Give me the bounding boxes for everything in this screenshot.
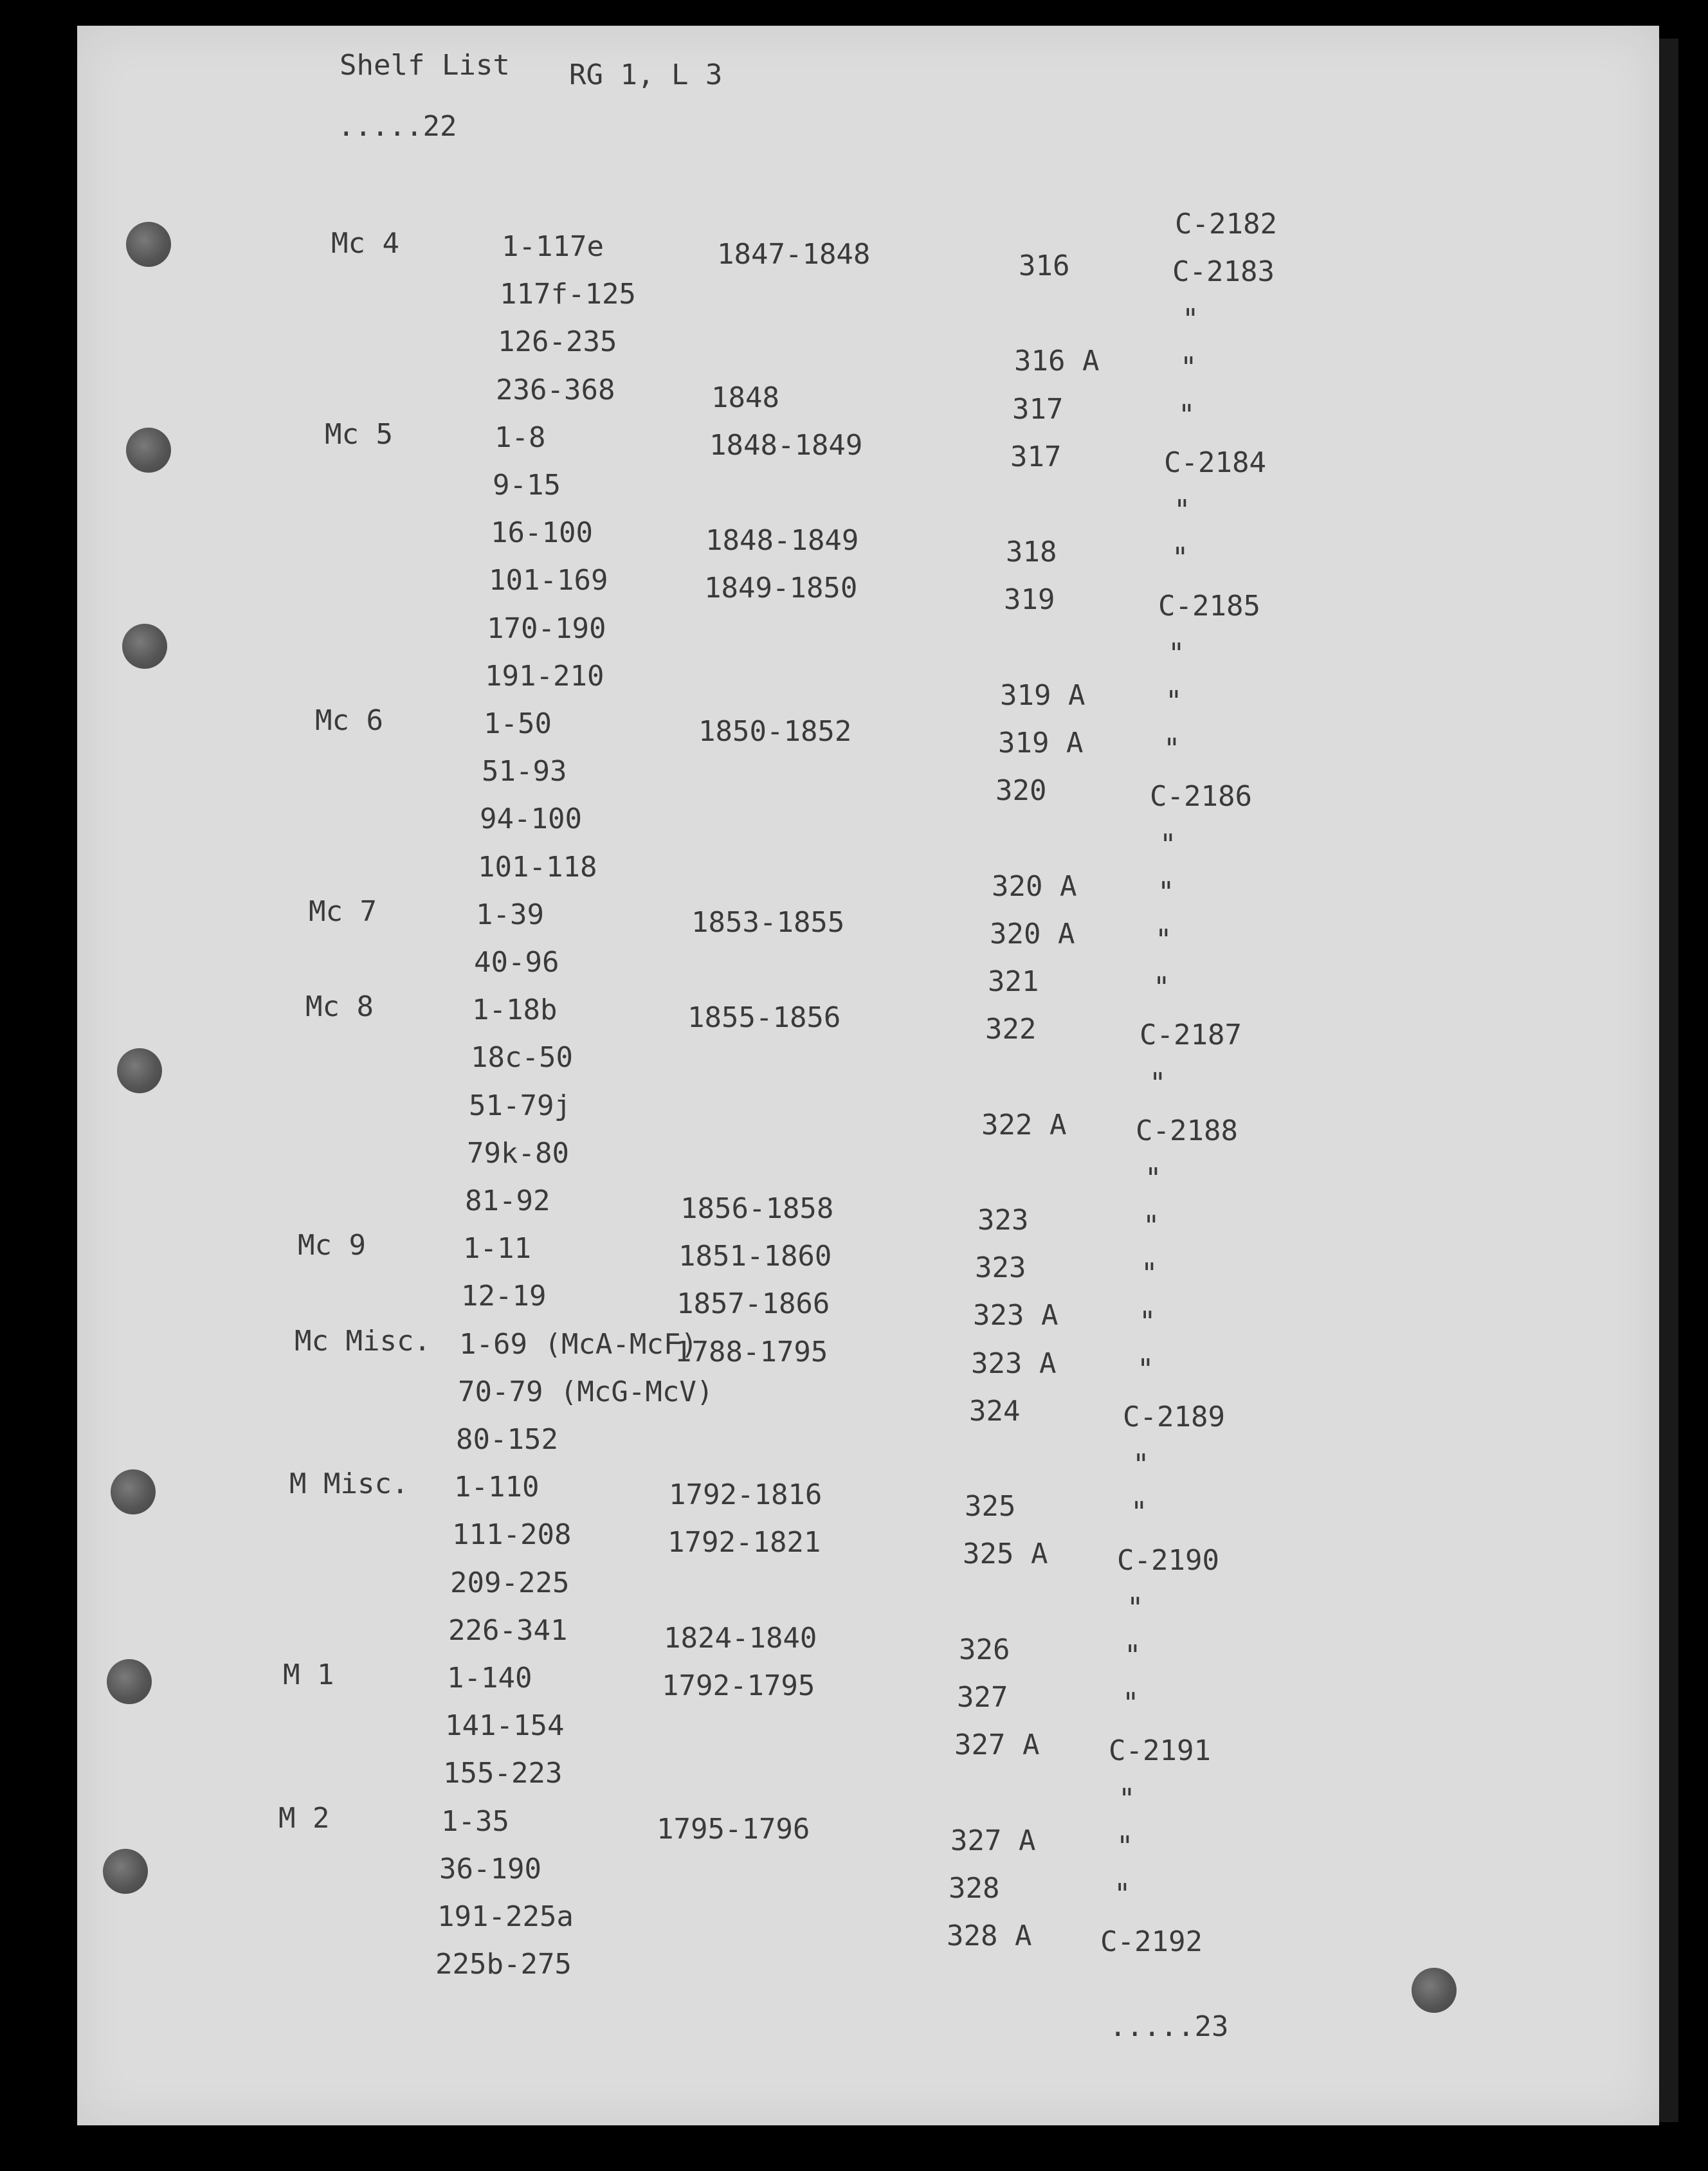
volume-cell: 316 <box>1019 250 1070 282</box>
reel-cell: " <box>1132 1448 1150 1481</box>
punch-hole-7 <box>103 1849 148 1894</box>
reel-cell: C-2190 <box>1117 1544 1219 1577</box>
volume-cell: 316 A <box>1014 345 1100 377</box>
range-cell: 51-79j <box>469 1089 571 1122</box>
reel-cell: " <box>1131 1496 1148 1529</box>
reel-cell: " <box>1153 971 1170 1004</box>
series-cell: Mc 9 <box>298 1229 366 1262</box>
range-cell: 1-110 <box>454 1471 540 1503</box>
volume-cell: 322 <box>985 1013 1037 1046</box>
range-cell: 126-235 <box>498 325 617 358</box>
reel-cell: " <box>1182 303 1199 336</box>
dates-cell: 1851-1860 <box>678 1240 832 1273</box>
series-cell: Mc 4 <box>331 227 399 260</box>
punch-hole-4 <box>117 1048 162 1093</box>
volume-cell: 319 <box>1004 583 1055 616</box>
volume-cell: 320 A <box>990 918 1075 950</box>
dates-cell: 1795-1796 <box>657 1813 810 1846</box>
range-cell: 16-100 <box>491 516 593 549</box>
range-cell: 1-11 <box>463 1232 531 1265</box>
volume-cell: 323 A <box>973 1299 1058 1332</box>
record-group: RG 1, L 3 <box>569 59 723 91</box>
reel-cell: C-2187 <box>1140 1019 1242 1051</box>
volume-cell: 327 A <box>950 1824 1036 1857</box>
volume-cell: 323 A <box>971 1347 1057 1380</box>
scan-background-edge <box>1659 39 1678 2122</box>
reel-cell: " <box>1122 1687 1140 1720</box>
range-cell: 226-341 <box>448 1614 568 1647</box>
reel-cell: " <box>1172 541 1189 574</box>
reel-cell: C-2185 <box>1158 590 1260 622</box>
series-cell: Mc 5 <box>325 418 393 451</box>
range-cell: 81-92 <box>465 1185 550 1217</box>
volume-cell: 325 A <box>963 1538 1048 1570</box>
dates-cell: 1848 <box>711 381 779 414</box>
reel-cell: C-2184 <box>1164 446 1266 479</box>
reel-cell: " <box>1137 1353 1154 1386</box>
range-cell: 225b-275 <box>435 1948 572 1981</box>
dates-cell: 1847-1848 <box>717 238 871 271</box>
range-cell: 141-154 <box>445 1709 565 1742</box>
dates-cell: 1857-1866 <box>677 1287 830 1320</box>
series-cell: M 2 <box>278 1802 330 1835</box>
range-cell: 9-15 <box>493 469 561 502</box>
reel-cell: " <box>1163 732 1181 765</box>
range-cell: 1-117e <box>502 230 604 263</box>
dates-cell: 1788-1795 <box>675 1336 828 1368</box>
reel-cell: " <box>1178 399 1195 431</box>
dates-cell: 1855-1856 <box>687 1001 841 1034</box>
range-cell: 1-140 <box>447 1662 532 1694</box>
volume-cell: 326 <box>959 1633 1010 1666</box>
shelf-list-page <box>77 26 1659 2125</box>
next-page-reference: .....23 <box>1109 2010 1229 2043</box>
reel-cell: " <box>1114 1878 1131 1911</box>
range-cell: 1-39 <box>476 898 544 931</box>
dates-cell: 1848-1849 <box>709 429 863 462</box>
series-cell: Mc 7 <box>309 895 377 928</box>
range-cell: 1-69 (McA-McF) <box>459 1328 698 1361</box>
reel-cell: C-2182 <box>1175 208 1277 241</box>
range-cell: 191-210 <box>485 660 604 693</box>
range-cell: 40-96 <box>474 946 559 979</box>
volume-cell: 317 <box>1010 441 1062 473</box>
range-cell: 111-208 <box>452 1518 572 1551</box>
punch-hole-8 <box>1412 1968 1457 2013</box>
volume-cell: 320 <box>995 774 1047 807</box>
series-cell: Mc Misc. <box>295 1325 431 1358</box>
reel-cell: " <box>1139 1305 1156 1338</box>
reel-cell: " <box>1116 1830 1134 1863</box>
range-cell: 79k-80 <box>467 1137 569 1170</box>
punch-hole-5 <box>111 1469 156 1514</box>
dates-cell: 1824-1840 <box>664 1622 817 1655</box>
volume-cell: 327 <box>957 1681 1008 1714</box>
reel-cell: C-2192 <box>1100 1925 1203 1958</box>
page-reference: .....22 <box>338 110 457 143</box>
volume-cell: 325 <box>965 1490 1016 1523</box>
dates-cell: 1792-1816 <box>669 1478 822 1511</box>
range-cell: 18c-50 <box>471 1041 573 1074</box>
volume-cell: 319 A <box>1000 679 1086 712</box>
range-cell: 80-152 <box>456 1423 558 1456</box>
volume-cell: 324 <box>969 1395 1021 1428</box>
reel-cell: " <box>1143 1210 1160 1242</box>
range-cell: 236-368 <box>496 374 615 406</box>
volume-cell: 327 A <box>954 1729 1040 1761</box>
series-cell: M 1 <box>283 1658 334 1691</box>
reel-cell: " <box>1145 1162 1162 1195</box>
series-cell: Mc 6 <box>315 704 383 737</box>
dates-cell: 1792-1795 <box>662 1669 815 1702</box>
dates-cell: 1849-1850 <box>704 572 858 604</box>
range-cell: 51-93 <box>482 755 567 788</box>
range-cell: 36-190 <box>439 1853 541 1885</box>
dates-cell: 1856-1858 <box>680 1192 834 1225</box>
series-cell: Mc 8 <box>305 990 374 1023</box>
volume-cell: 318 <box>1006 536 1057 568</box>
reel-cell: " <box>1158 876 1175 909</box>
reel-cell: " <box>1127 1592 1144 1624</box>
range-cell: 101-118 <box>478 851 597 884</box>
reel-cell: " <box>1118 1783 1136 1815</box>
reel-cell: " <box>1124 1639 1141 1672</box>
dates-cell: 1850-1852 <box>698 715 852 748</box>
range-cell: 155-223 <box>443 1757 563 1790</box>
volume-cell: 317 <box>1012 393 1064 426</box>
dates-cell: 1848-1849 <box>705 524 859 557</box>
volume-cell: 323 <box>977 1204 1029 1237</box>
punch-hole-6 <box>107 1659 152 1704</box>
reel-cell: " <box>1165 685 1183 718</box>
list-title: Shelf List <box>340 49 510 82</box>
volume-cell: 323 <box>975 1251 1026 1284</box>
volume-cell: 319 A <box>998 727 1084 759</box>
range-cell: 101-169 <box>489 564 608 597</box>
volume-cell: 321 <box>988 965 1039 998</box>
reel-cell: C-2188 <box>1136 1114 1238 1147</box>
reel-cell: C-2191 <box>1109 1734 1211 1767</box>
range-cell: 170-190 <box>487 612 606 645</box>
reel-cell: " <box>1168 637 1185 670</box>
range-cell: 191-225a <box>437 1900 574 1933</box>
reel-cell: " <box>1141 1257 1158 1290</box>
reel-cell: " <box>1149 1067 1167 1100</box>
reel-cell: " <box>1180 351 1197 384</box>
punch-hole-2 <box>126 428 171 473</box>
series-cell: M Misc. <box>289 1467 409 1500</box>
reel-cell: C-2189 <box>1123 1401 1225 1433</box>
range-cell: 94-100 <box>480 803 582 835</box>
range-cell: 1-50 <box>484 707 552 740</box>
volume-cell: 322 A <box>981 1109 1067 1141</box>
volume-cell: 328 <box>949 1872 1000 1905</box>
range-cell: 70-79 (McG-McV) <box>458 1376 714 1408</box>
volume-cell: 328 A <box>947 1920 1032 1952</box>
reel-cell: " <box>1174 494 1191 527</box>
dates-cell: 1792-1821 <box>668 1526 821 1559</box>
range-cell: 1-18b <box>472 994 558 1026</box>
reel-cell: " <box>1155 923 1172 956</box>
dates-cell: 1853-1855 <box>691 906 845 939</box>
volume-cell: 320 A <box>992 870 1077 903</box>
reel-cell: " <box>1159 828 1177 861</box>
range-cell: 209-225 <box>450 1567 570 1599</box>
reel-cell: C-2186 <box>1150 780 1252 813</box>
punch-hole-1 <box>126 222 171 267</box>
range-cell: 12-19 <box>461 1280 547 1313</box>
punch-hole-3 <box>122 624 167 669</box>
range-cell: 1-8 <box>495 421 546 454</box>
range-cell: 117f-125 <box>500 278 636 311</box>
range-cell: 1-35 <box>441 1805 509 1838</box>
reel-cell: C-2183 <box>1172 255 1275 288</box>
